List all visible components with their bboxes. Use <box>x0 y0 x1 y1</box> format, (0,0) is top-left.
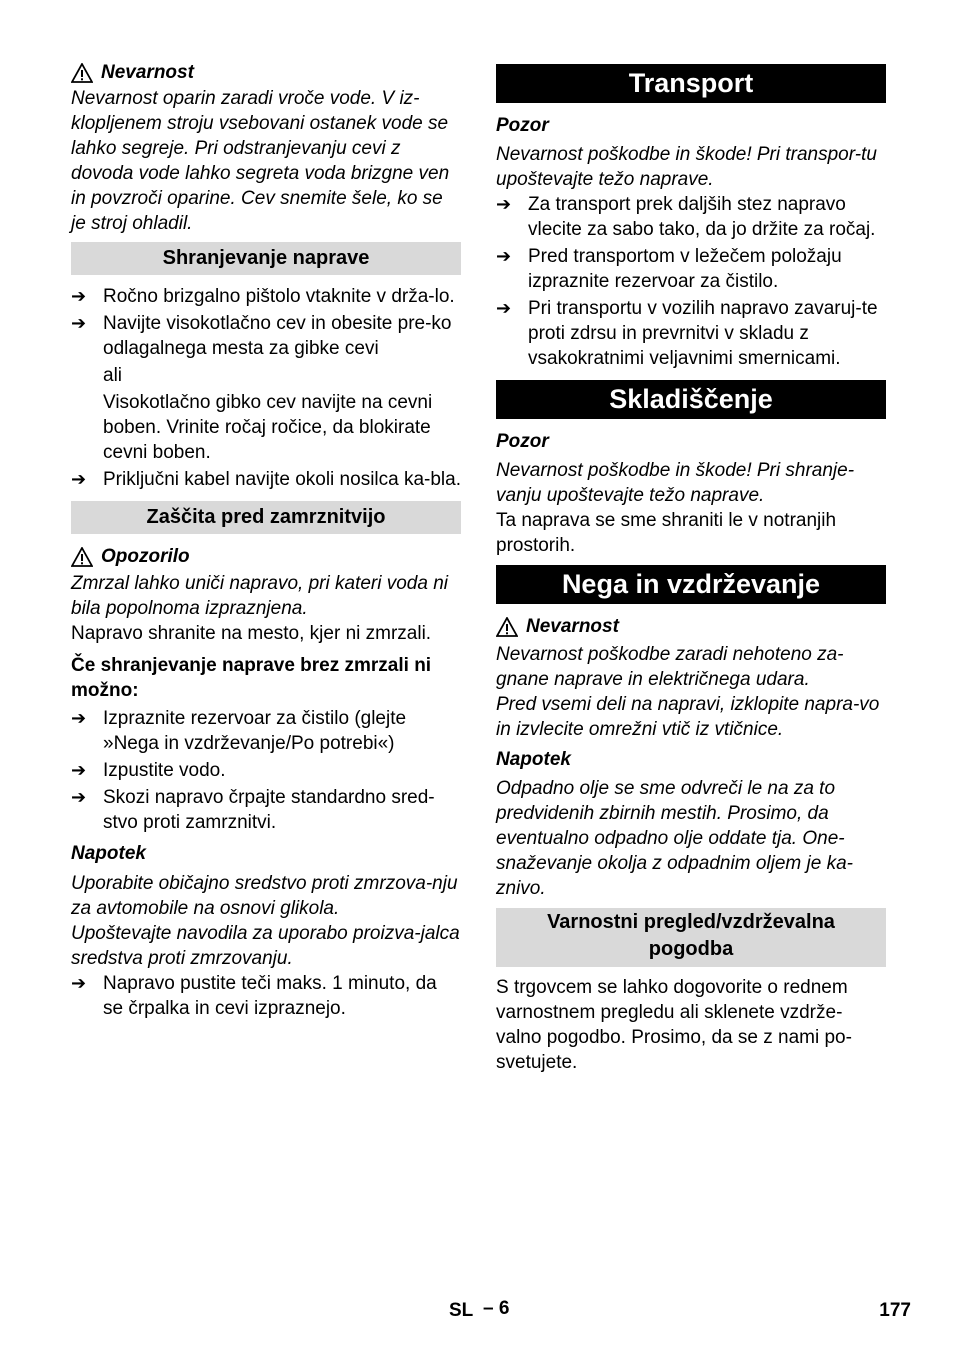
list-item: ➔ Izpustite vodo. <box>71 760 226 781</box>
arrow-icon: ➔ <box>71 708 87 728</box>
arrow-icon: ➔ <box>71 760 87 780</box>
inspection-heading: Varnostni pregled/vzdrževalna pogodba <box>496 908 886 967</box>
care-note-text: Odpadno olje se sme odvreči le na za to predvidenih zbirnih mestih. Prosimo, da eventualno odpadno olje oddate tja. One-snaževanje okolja z odpadnim oljem je ka-znivo. <box>496 778 853 899</box>
warning-triangle-icon <box>496 617 518 637</box>
storage-alt: Visokotlačno gibko cev navijte na cevni boben. Vrinite ročaj ročice, da blokirate cevni boben. <box>103 392 433 463</box>
frost-text: Napravo shranite na mesto, kjer ni zmrzali. <box>71 623 432 644</box>
list-item: ➔ Ročno brizgalno pištolo vtaknite v drža-lo. <box>71 286 455 307</box>
inspection-text: S trgovcem se lahko dogovorite o rednem varnostnem pregledu ali sklenete vzdrže-valno pogodbo. Prosimo, da se z nami po-svetujete. <box>496 977 852 1073</box>
transport-caution-label: Pozor <box>496 115 549 136</box>
storage-list-2 <box>71 467 461 492</box>
list-item: ➔ Pred transportom v ležečem položaju izpraznite rezervoar za čistilo. <box>496 246 842 292</box>
care-danger-text-2: Pred vsemi deli na napravi, izklopite napra-vo in izvlecite omrežni vtič iz vtičnice. <box>496 694 880 740</box>
care-danger-text-1: Nevarnost poškodbe zaradi nehoteno za-gnane naprave in električnega udara. <box>496 644 844 690</box>
right-column <box>496 64 886 1075</box>
danger-text: Nevarnost oparin zaradi vroče vode. V iz-klopljenem stroju vsebovani ostanek vode se lahko segreje. Pri odstranjevanju cevi z dovoda vode lahko segreta voda brizgne ven in povzroči oparine. Cev snemite šele, ko se je stroj ohladil. <box>71 88 450 234</box>
list-item: ➔ Napravo pustite teči maks. 1 minuto, da se črpalka in cevi izpraznejo. <box>71 973 437 1019</box>
warning-triangle-icon <box>71 547 93 567</box>
frost-list <box>71 706 461 835</box>
arrow-icon: ➔ <box>71 286 87 306</box>
arrow-icon: ➔ <box>496 298 512 318</box>
arrow-icon: ➔ <box>71 469 87 489</box>
list-item: ➔ Za transport prek daljših stez napravo vlecite za sabo tako, da jo držite za ročaj. <box>496 194 876 240</box>
care-note-label: Napotek <box>496 749 571 770</box>
warning-label <box>71 544 461 569</box>
list-item: ➔ Skozi napravo črpajte standardno sred-stvo proti zamrznitvi. <box>71 787 435 833</box>
footer-language: SL <box>449 1300 474 1321</box>
list-item: ➔ Pri transportu v vozilih napravo zavaruj-te proti zdrsu in prevrnitvi v skladu z vsakokratnimi veljavnimi smernicami. <box>496 298 878 369</box>
storage-list <box>71 284 461 361</box>
left-column <box>71 60 461 1021</box>
arrow-icon: ➔ <box>71 313 87 333</box>
frost-bold: Če shranjevanje naprave brez zmrzali ni možno: <box>71 655 432 701</box>
storage-main-heading: Skladiščenje <box>496 380 886 419</box>
list-item: ➔ Priključni kabel navijte okoli nosilca ka-bla. <box>71 469 462 490</box>
transport-caution-text: Nevarnost poškodbe in škode! Pri transpor-tu upoštevajte težo naprave. <box>496 144 877 190</box>
note-text-2: Upoštevajte navodila za uporabo proizva-jalca sredstva proti zmrzovanju. <box>71 923 460 969</box>
list-item: ➔ Navijte visokotlačno cev in obesite pre-ko odlagalnega mesta za gibke cevi <box>71 313 452 359</box>
storage-or: ali <box>103 365 123 386</box>
danger-label-text: Nevarnost <box>101 62 194 83</box>
arrow-icon: ➔ <box>71 973 87 993</box>
transport-list <box>496 192 886 371</box>
frost-heading: Zaščita pred zamrznitvijo <box>71 501 461 534</box>
frost-list-2 <box>71 971 461 1021</box>
note-text-1: Uporabite običajno sredstvo proti zmrzova-nju za avtomobile na osnovi glikola. <box>71 873 458 919</box>
storage-caution-label: Pozor <box>496 431 549 452</box>
note-label: Napotek <box>71 843 146 864</box>
transport-heading: Transport <box>496 64 886 103</box>
footer-page-number: 177 <box>879 1300 911 1321</box>
storage-heading: Shranjevanje naprave <box>71 242 461 275</box>
arrow-icon: ➔ <box>71 787 87 807</box>
storage-caution-text: Nevarnost poškodbe in škode! Pri shranje-vanju upoštevajte težo naprave. <box>496 460 855 506</box>
arrow-icon: ➔ <box>496 194 512 214</box>
storage-text: Ta naprava se sme shraniti le v notranjih prostorih. <box>496 510 837 556</box>
care-danger-label-text: Nevarnost <box>526 616 619 637</box>
list-item: ➔ Izpraznite rezervoar za čistilo (glejte »Nega in vzdrževanje/Po potrebi«) <box>71 708 407 754</box>
warning-triangle-icon <box>71 63 93 83</box>
care-danger-label <box>496 614 886 639</box>
care-heading: Nega in vzdrževanje <box>496 565 886 604</box>
footer-page: – 6 <box>483 1298 510 1319</box>
warning-text: Zmrzal lahko uniči napravo, pri kateri voda ni bila popolnoma izpraznjena. <box>71 573 449 619</box>
warning-label-text: Opozorilo <box>101 546 190 567</box>
arrow-icon: ➔ <box>496 246 512 266</box>
danger-label <box>71 60 461 85</box>
